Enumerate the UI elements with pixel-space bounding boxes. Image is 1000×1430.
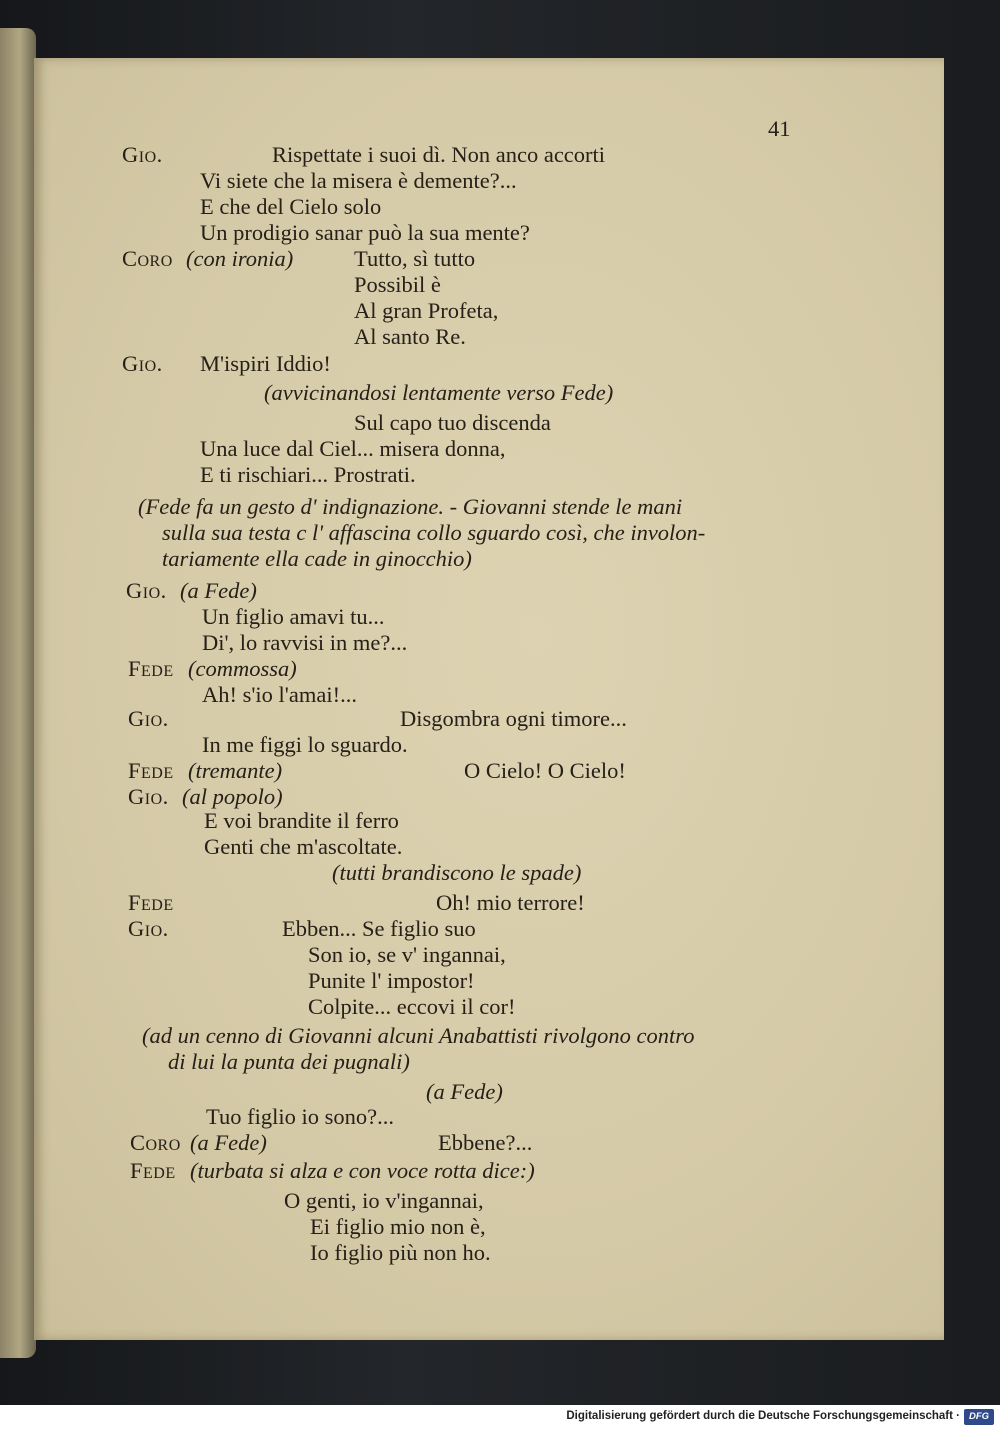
speaker-label: Fede [128,758,174,783]
verse-line: E che del Cielo solo [200,194,382,219]
speaker-label: Fede [130,1158,176,1183]
verse-line: Ebbene?... [438,1130,533,1155]
verse-line: M'ispiri Iddio! [200,351,331,376]
verse-line: Disgombra ogni timore... [400,706,627,731]
funding-credit: Digitalisierung gefördert durch die Deutsche Forschungsgemeinschaft · [566,1410,960,1422]
verse-line: Una luce dal Ciel... misera donna, [200,436,506,461]
stage-direction: (avvicinandosi lentamente verso Fede) [264,380,614,405]
verse-line: Ebben... Se figlio suo [282,916,476,941]
speaker-label: Coro [130,1130,181,1155]
speaker-label: Gio. [128,916,169,941]
previous-page-edge [0,28,36,1358]
verse-line: Son io, se v' ingannai, [308,942,506,967]
verse-line: E ti rischiari... Prostrati. [200,462,416,487]
verse-line: Punite l' impostor! [308,968,475,993]
stage-direction: (con ironia) [186,246,294,271]
verse-line: Rispettate i suoi dì. Non anco accorti [272,142,606,167]
speaker-label: Gio. [128,706,169,731]
stage-direction: (commossa) [188,656,297,681]
verse-line: Possibil è [354,272,441,297]
verse-line: Di', lo ravvisi in me?... [202,630,408,655]
speaker-label: Coro [122,246,173,271]
verse-line: Un figlio amavi tu... [202,604,385,629]
stage-direction: tariamente ella cade in ginocchio) [162,546,472,571]
verse-line: Genti che m'ascoltate. [204,834,403,859]
verse-line: Un prodigio sanar può la sua mente? [200,220,530,245]
verse-line: Al santo Re. [354,324,466,349]
verse-line: O Cielo! O Cielo! [464,758,626,783]
stage-direction: (turbata si alza e con voce rotta dice:) [190,1158,535,1183]
speaker-label: Gio. [122,351,163,376]
verse-line: E voi brandite il ferro [204,808,399,833]
verse-line: Sul capo tuo discenda [354,410,551,435]
stage-direction: (a Fede) [426,1079,503,1104]
verse-line: Oh! mio terrore! [436,890,585,915]
dfg-logo: DFG [964,1409,994,1425]
stage-direction: (al popolo) [182,784,283,809]
stage-direction: di lui la punta dei pugnali) [168,1049,410,1074]
speaker-label: Fede [128,656,174,681]
verse-line: Io figlio più non ho. [310,1240,491,1265]
stage-direction: (ad un cenno di Giovanni alcuni Anabattisti rivolgono contro [142,1023,695,1048]
verse-line: Tutto, sì tutto [354,246,476,271]
verse-line: In me figgi lo sguardo. [202,732,408,757]
speaker-label: Gio. [128,784,169,809]
stage-direction: (Fede fa un gesto d' indignazione. - Giovanni stende le mani [138,494,683,519]
digitization-footer [0,1405,1000,1430]
stage-direction: (a Fede) [180,578,257,603]
stage-direction: (tremante) [188,758,283,783]
verse-line: Colpite... eccovi il cor! [308,994,516,1019]
verse-line: Tuo figlio io sono?... [206,1104,394,1129]
speaker-label: Fede [128,890,174,915]
verse-line: Vi siete che la misera è demente?... [200,168,517,193]
verse-line: Al gran Profeta, [354,298,499,323]
verse-line: Ei figlio mio non è, [310,1214,486,1239]
stage-direction: sulla sua testa c l' affascina collo sguardo così, che involon- [162,520,706,545]
book-page [34,58,944,1340]
stage-direction: (tutti brandiscono le spade) [332,860,582,885]
stage-direction: (a Fede) [190,1130,267,1155]
page-number: 41 [768,116,791,141]
speaker-label: Gio. [126,578,167,603]
speaker-label: Gio. [122,142,163,167]
verse-line: Ah! s'io l'amai!... [202,682,357,707]
verse-line: O genti, io v'ingannai, [284,1188,484,1213]
